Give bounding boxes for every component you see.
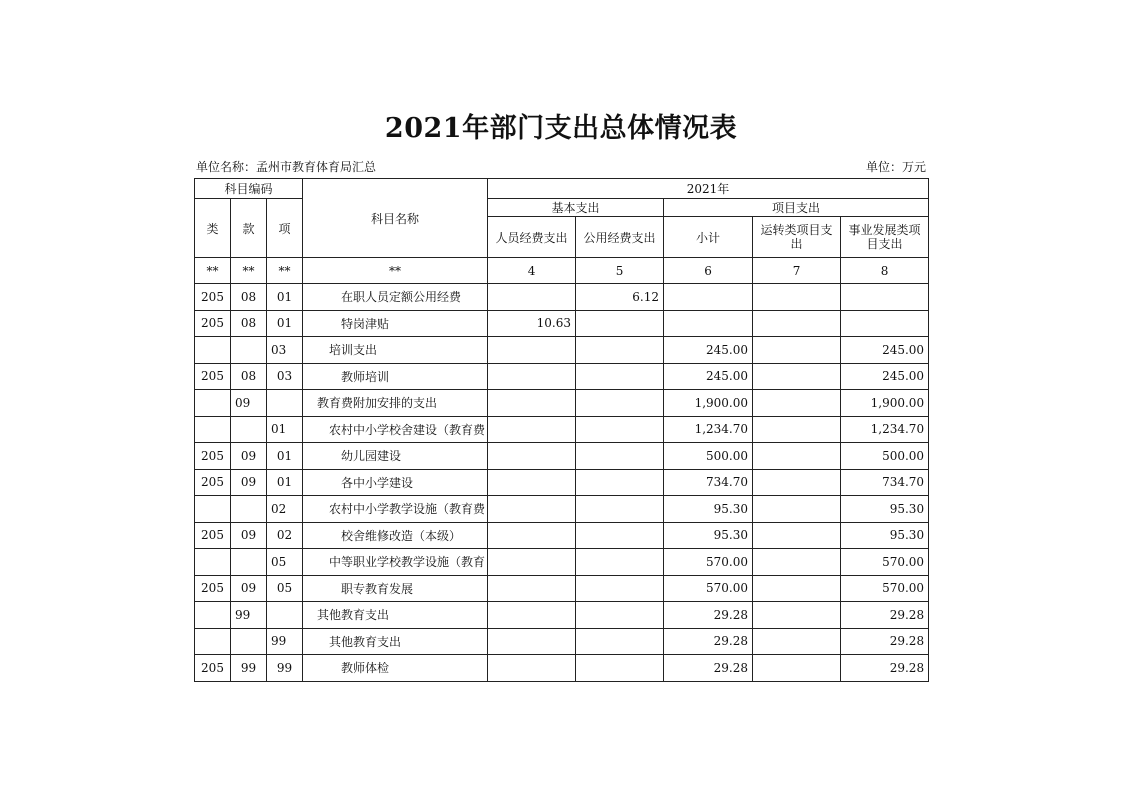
public-expense-cell <box>576 363 664 390</box>
transfer-project-cell <box>753 443 841 470</box>
lei-cell <box>195 496 231 523</box>
xiang-cell: 01 <box>267 443 303 470</box>
xiang-header: 项 <box>267 199 303 258</box>
development-project-cell: 570.00 <box>841 549 929 576</box>
transfer-project-cell <box>753 469 841 496</box>
index-cell: 8 <box>841 258 929 284</box>
lei-cell <box>195 337 231 364</box>
development-project-cell: 245.00 <box>841 363 929 390</box>
transfer-project-cell <box>753 628 841 655</box>
public-expense-cell <box>576 602 664 629</box>
page-title: 2021年部门支出总体情况表 <box>384 113 738 144</box>
lei-cell: 205 <box>195 655 231 682</box>
kuan-cell <box>231 416 267 443</box>
personnel-expense-cell <box>488 496 576 523</box>
public-expense-cell <box>576 496 664 523</box>
kuan-cell <box>231 628 267 655</box>
subtotal-cell <box>664 284 753 311</box>
subject-code-header: 科目编码 <box>195 179 303 199</box>
lei-cell <box>195 628 231 655</box>
basic-expenditure-header: 基本支出 <box>488 199 664 217</box>
table-row <box>195 337 929 364</box>
public-expense-header: 公用经费支出 <box>576 217 664 258</box>
xiang-cell: 01 <box>267 310 303 337</box>
lei-cell <box>195 549 231 576</box>
table-row <box>195 284 929 311</box>
lei-cell: 205 <box>195 522 231 549</box>
kuan-cell: 99 <box>231 655 267 682</box>
personnel-expense-cell <box>488 416 576 443</box>
subtotal-cell: 29.28 <box>664 655 753 682</box>
year-header: 2021年 <box>488 179 929 199</box>
lei-header: 类 <box>195 199 231 258</box>
subject-name-cell: 职专教育发展 <box>303 575 488 602</box>
personnel-expense-cell <box>488 390 576 417</box>
public-expense-cell <box>576 469 664 496</box>
kuan-cell <box>231 337 267 364</box>
subject-name-cell: 教师培训 <box>303 363 488 390</box>
subject-name-cell: 各中小学建设 <box>303 469 488 496</box>
index-cell: 5 <box>576 258 664 284</box>
development-project-cell: 1,900.00 <box>841 390 929 417</box>
development-project-cell: 500.00 <box>841 443 929 470</box>
kuan-cell: 09 <box>231 575 267 602</box>
table-row <box>195 522 929 549</box>
public-expense-cell <box>576 390 664 417</box>
subject-name-cell: 在职人员定额公用经费 <box>303 284 488 311</box>
development-project-cell: 29.28 <box>841 602 929 629</box>
table-row <box>195 575 929 602</box>
xiang-cell: 03 <box>267 337 303 364</box>
personnel-expense-cell <box>488 469 576 496</box>
kuan-cell: 08 <box>231 310 267 337</box>
public-expense-cell <box>576 310 664 337</box>
xiang-cell: 05 <box>267 575 303 602</box>
xiang-cell: 02 <box>267 496 303 523</box>
transfer-project-header: 运转类项目支出 <box>753 217 841 258</box>
lei-cell: 205 <box>195 469 231 496</box>
kuan-cell: 09 <box>231 522 267 549</box>
personnel-expense-cell: 10.63 <box>488 310 576 337</box>
xiang-cell: 03 <box>267 363 303 390</box>
table-row <box>195 416 929 443</box>
lei-cell: 205 <box>195 363 231 390</box>
public-expense-cell: 6.12 <box>576 284 664 311</box>
xiang-cell: 01 <box>267 284 303 311</box>
development-project-header: 事业发展类项目支出 <box>841 217 929 258</box>
public-expense-cell <box>576 416 664 443</box>
subtotal-cell: 245.00 <box>664 337 753 364</box>
xiang-cell: 01 <box>267 416 303 443</box>
personnel-expense-cell <box>488 602 576 629</box>
project-expenditure-header: 项目支出 <box>664 199 929 217</box>
subtotal-cell: 500.00 <box>664 443 753 470</box>
column-index-row <box>195 258 929 284</box>
index-cell: ** <box>303 258 488 284</box>
subtotal-cell: 245.00 <box>664 363 753 390</box>
table-row <box>195 602 929 629</box>
kuan-cell: 08 <box>231 363 267 390</box>
kuan-cell: 08 <box>231 284 267 311</box>
table-row <box>195 628 929 655</box>
personnel-expense-cell <box>488 628 576 655</box>
subject-name-cell: 农村中小学教学设施（教育费 <box>303 496 488 523</box>
development-project-cell: 29.28 <box>841 655 929 682</box>
expenditure-table <box>194 178 929 682</box>
xiang-cell: 99 <box>267 655 303 682</box>
kuan-cell <box>231 496 267 523</box>
subject-name-cell: 教育费附加安排的支出 <box>303 390 488 417</box>
subtotal-cell: 570.00 <box>664 575 753 602</box>
lei-cell <box>195 390 231 417</box>
xiang-cell <box>267 602 303 629</box>
personnel-expense-cell <box>488 549 576 576</box>
transfer-project-cell <box>753 602 841 629</box>
personnel-expense-cell <box>488 284 576 311</box>
subject-name-cell: 校舍维修改造（本级） <box>303 522 488 549</box>
subtotal-cell: 29.28 <box>664 628 753 655</box>
public-expense-cell <box>576 443 664 470</box>
kuan-cell: 09 <box>231 469 267 496</box>
subtotal-cell: 734.70 <box>664 469 753 496</box>
subject-name-cell: 培训支出 <box>303 337 488 364</box>
xiang-cell: 05 <box>267 549 303 576</box>
subject-name-cell: 其他教育支出 <box>303 628 488 655</box>
development-project-cell: 245.00 <box>841 337 929 364</box>
xiang-cell: 01 <box>267 469 303 496</box>
transfer-project-cell <box>753 522 841 549</box>
transfer-project-cell <box>753 549 841 576</box>
unit-name-label: 单位名称：孟州市教育体育局汇总 <box>196 160 377 174</box>
personnel-expense-cell <box>488 363 576 390</box>
development-project-cell: 570.00 <box>841 575 929 602</box>
transfer-project-cell <box>753 655 841 682</box>
subtotal-cell <box>664 310 753 337</box>
personnel-expense-cell <box>488 443 576 470</box>
kuan-cell: 99 <box>231 602 267 629</box>
index-cell: 6 <box>664 258 753 284</box>
development-project-cell <box>841 310 929 337</box>
personnel-expense-cell <box>488 522 576 549</box>
public-expense-cell <box>576 575 664 602</box>
xiang-cell <box>267 390 303 417</box>
personnel-expense-cell <box>488 575 576 602</box>
kuan-header: 款 <box>231 199 267 258</box>
subject-name-cell: 其他教育支出 <box>303 602 488 629</box>
transfer-project-cell <box>753 337 841 364</box>
development-project-cell: 95.30 <box>841 496 929 523</box>
table-row <box>195 549 929 576</box>
subject-name-cell: 农村中小学校舍建设（教育费 <box>303 416 488 443</box>
transfer-project-cell <box>753 575 841 602</box>
public-expense-cell <box>576 522 664 549</box>
index-cell: 7 <box>753 258 841 284</box>
development-project-cell <box>841 284 929 311</box>
development-project-cell: 29.28 <box>841 628 929 655</box>
table-row <box>195 496 929 523</box>
kuan-cell <box>231 549 267 576</box>
public-expense-cell <box>576 628 664 655</box>
subtotal-header: 小计 <box>664 217 753 258</box>
index-cell: 4 <box>488 258 576 284</box>
subtotal-cell: 29.28 <box>664 602 753 629</box>
subject-name-cell: 中等职业学校教学设施（教育 <box>303 549 488 576</box>
currency-unit-label: 单位：万元 <box>865 160 926 174</box>
index-cell: ** <box>195 258 231 284</box>
development-project-cell: 734.70 <box>841 469 929 496</box>
personnel-expense-cell <box>488 337 576 364</box>
table-row <box>195 469 929 496</box>
personnel-expense-cell <box>488 655 576 682</box>
subtotal-cell: 1,900.00 <box>664 390 753 417</box>
transfer-project-cell <box>753 363 841 390</box>
lei-cell <box>195 416 231 443</box>
lei-cell: 205 <box>195 443 231 470</box>
development-project-cell: 95.30 <box>841 522 929 549</box>
xiang-cell: 02 <box>267 522 303 549</box>
table-row <box>195 310 929 337</box>
table-row <box>195 443 929 470</box>
table-row <box>195 363 929 390</box>
xiang-cell: 99 <box>267 628 303 655</box>
subtotal-cell: 95.30 <box>664 522 753 549</box>
public-expense-cell <box>576 337 664 364</box>
kuan-cell: 09 <box>231 443 267 470</box>
transfer-project-cell <box>753 390 841 417</box>
subtotal-cell: 1,234.70 <box>664 416 753 443</box>
subject-name-header: 科目名称 <box>303 179 488 258</box>
subtotal-cell: 95.30 <box>664 496 753 523</box>
transfer-project-cell <box>753 284 841 311</box>
subtotal-cell: 570.00 <box>664 549 753 576</box>
lei-cell: 205 <box>195 575 231 602</box>
lei-cell: 205 <box>195 284 231 311</box>
development-project-cell: 1,234.70 <box>841 416 929 443</box>
transfer-project-cell <box>753 496 841 523</box>
subject-name-cell: 特岗津贴 <box>303 310 488 337</box>
lei-cell <box>195 602 231 629</box>
table-row <box>195 390 929 417</box>
subject-name-cell: 幼儿园建设 <box>303 443 488 470</box>
kuan-cell: 09 <box>231 390 267 417</box>
subject-name-cell: 教师体检 <box>303 655 488 682</box>
personnel-expense-header: 人员经费支出 <box>488 217 576 258</box>
lei-cell: 205 <box>195 310 231 337</box>
transfer-project-cell <box>753 416 841 443</box>
index-cell: ** <box>267 258 303 284</box>
index-cell: ** <box>231 258 267 284</box>
transfer-project-cell <box>753 310 841 337</box>
table-row <box>195 655 929 682</box>
public-expense-cell <box>576 549 664 576</box>
public-expense-cell <box>576 655 664 682</box>
